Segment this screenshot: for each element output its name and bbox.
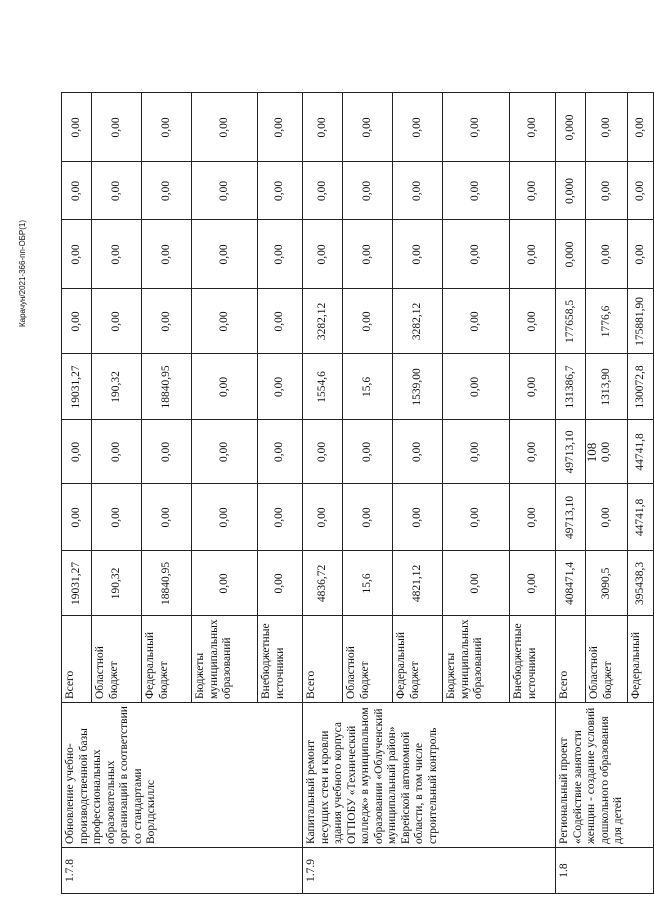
value-cell: 0,00 [258, 484, 303, 551]
value-cell: 0,00 [62, 220, 92, 289]
value-cell: 0,00 [586, 484, 628, 551]
value-cell: 49713,10 [556, 420, 586, 484]
value-cell: 0,00 [62, 93, 92, 162]
document-footer: Карачун/2021-366-пп-ОБР(1) [18, 219, 27, 327]
funding-source: Бюджеты муниципальных образований [443, 616, 510, 703]
value-cell: 0,00 [343, 420, 393, 484]
value-cell: 0,00 [62, 484, 92, 551]
value-cell: 15,6 [343, 551, 393, 616]
value-cell: 0,00 [142, 93, 192, 162]
value-cell: 0,00 [258, 289, 303, 354]
value-cell: 0,00 [343, 289, 393, 354]
item-name: Капитальный ремонт несущих стен и кровли здания учебного корпуса ОГПОБУ «Технический колледж» в муниципальном образовании «Облученский муниципальный район» Еврейской автономной области, в том числе строительный контроль [303, 703, 556, 848]
funding-source: Областной бюджет [92, 616, 142, 703]
funding-source: Федеральный бюджет [142, 616, 192, 703]
value-cell: 19031,27 [62, 354, 92, 420]
value-cell: 0,00 [628, 220, 654, 289]
value-cell: 190,32 [92, 354, 142, 420]
value-cell: 0,00 [628, 162, 654, 220]
value-cell: 0,00 [142, 162, 192, 220]
value-cell: 0,00 [142, 484, 192, 551]
value-cell: 0,00 [303, 420, 343, 484]
item-code: 1.7.9 [303, 848, 556, 894]
value-cell: 18840,95 [142, 354, 192, 420]
value-cell: 1554,6 [303, 354, 343, 420]
value-cell: 0,00 [62, 420, 92, 484]
value-cell: 18840,95 [142, 551, 192, 616]
value-cell: 0,00 [510, 354, 556, 420]
value-cell: 0,00 [142, 289, 192, 354]
value-cell: 0,00 [443, 220, 510, 289]
value-cell: 0,00 [62, 289, 92, 354]
value-cell: 3282,12 [393, 289, 443, 354]
value-cell: 0,00 [258, 162, 303, 220]
value-cell: 0,00 [192, 551, 258, 616]
value-cell: 1539,00 [393, 354, 443, 420]
value-cell: 0,00 [142, 220, 192, 289]
value-cell: 0,00 [62, 162, 92, 220]
value-cell: 0,00 [443, 289, 510, 354]
value-cell: 0,00 [258, 551, 303, 616]
value-cell: 4836,72 [303, 551, 343, 616]
value-cell: 0,00 [443, 484, 510, 551]
value-cell: 0,00 [192, 484, 258, 551]
value-cell: 0,00 [192, 354, 258, 420]
value-cell: 0,00 [258, 93, 303, 162]
value-cell: 0,00 [510, 162, 556, 220]
funding-source: Внебюджетные источники [510, 616, 556, 703]
value-cell: 0,000 [556, 220, 586, 289]
value-cell: 175881,90 [628, 289, 654, 354]
value-cell: 0,00 [192, 289, 258, 354]
value-cell: 0,00 [443, 420, 510, 484]
budget-table-body [62, 93, 654, 894]
value-cell: 0,00 [343, 220, 393, 289]
value-cell: 4821,12 [393, 551, 443, 616]
value-cell: 0,00 [343, 484, 393, 551]
value-cell: 0,00 [393, 162, 443, 220]
value-cell: 44741,8 [628, 484, 654, 551]
item-name: Региональный проект «Содействие занятости женщин - создание условий дошкольного образования для детей [556, 703, 654, 848]
value-cell: 408471,4 [556, 551, 586, 616]
value-cell: 0,000 [556, 93, 586, 162]
value-cell: 3090,5 [586, 551, 628, 616]
value-cell: 0,00 [510, 420, 556, 484]
value-cell: 49713,10 [556, 484, 586, 551]
value-cell: 1313,90 [586, 354, 628, 420]
value-cell: 0,00 [303, 162, 343, 220]
funding-source: Областной бюджет [343, 616, 393, 703]
value-cell: 0,00 [142, 420, 192, 484]
value-cell: 0,00 [343, 162, 393, 220]
page-number: 108 [584, 442, 599, 463]
value-cell: 0,00 [303, 484, 343, 551]
value-cell: 0,00 [92, 289, 142, 354]
funding-source: Всего [303, 616, 343, 703]
value-cell: 0,00 [443, 93, 510, 162]
item-code: 1.8 [556, 848, 654, 894]
value-cell: 177658,5 [556, 289, 586, 354]
value-cell: 131386,7 [556, 354, 586, 420]
item-name: Обновление учебно-производственной базы профессиональных образовательных организаций в соответствии со стандартами Ворлдскиллс [62, 703, 303, 848]
value-cell: 0,00 [443, 354, 510, 420]
item-code: 1.7.8 [62, 848, 303, 894]
funding-source: Федеральный [628, 616, 654, 703]
funding-source: Областной бюджет [586, 616, 628, 703]
value-cell: 0,00 [586, 93, 628, 162]
value-cell: 190,32 [92, 551, 142, 616]
value-cell: 0,00 [393, 93, 443, 162]
value-cell: 3282,12 [303, 289, 343, 354]
value-cell: 0,00 [443, 162, 510, 220]
funding-source: Бюджеты муниципальных образований [192, 616, 258, 703]
value-cell: 0,00 [258, 220, 303, 289]
value-cell: 0,00 [303, 220, 343, 289]
value-cell: 0,00 [258, 354, 303, 420]
value-cell: 0,00 [393, 220, 443, 289]
value-cell: 0,00 [393, 484, 443, 551]
value-cell: 0,00 [192, 420, 258, 484]
value-cell: 395438,3 [628, 551, 654, 616]
value-cell: 44741,8 [628, 420, 654, 484]
value-cell: 0,00 [92, 93, 142, 162]
value-cell: 0,00 [510, 289, 556, 354]
value-cell: 0,00 [510, 551, 556, 616]
value-cell: 0,00 [92, 220, 142, 289]
value-cell: 0,00 [510, 484, 556, 551]
value-cell: 19031,27 [62, 551, 92, 616]
value-cell: 0,00 [92, 162, 142, 220]
value-cell: 0,00 [92, 484, 142, 551]
value-cell: 1776,6 [586, 289, 628, 354]
value-cell: 0,00 [510, 93, 556, 162]
value-cell: 0,00 [192, 93, 258, 162]
value-cell: 0,00 [628, 93, 654, 162]
value-cell: 0,00 [586, 220, 628, 289]
table-row [556, 93, 586, 894]
funding-source: Всего [62, 616, 92, 703]
value-cell: 0,00 [343, 93, 393, 162]
budget-table [61, 92, 654, 894]
value-cell: 0,00 [92, 420, 142, 484]
value-cell: 0,00 [393, 420, 443, 484]
value-cell: 0,000 [556, 162, 586, 220]
funding-source: Всего [556, 616, 586, 703]
value-cell: 0,00 [510, 220, 556, 289]
value-cell: 130072,8 [628, 354, 654, 420]
value-cell: 15,6 [343, 354, 393, 420]
funding-source: Федеральный бюджет [393, 616, 443, 703]
value-cell: 0,00 [303, 93, 343, 162]
value-cell: 0,00 [586, 162, 628, 220]
value-cell: 0,00 [192, 220, 258, 289]
table-row [62, 93, 92, 894]
value-cell: 0,00 [258, 420, 303, 484]
value-cell: 0,00 [443, 551, 510, 616]
funding-source: Внебюджетные источники [258, 616, 303, 703]
table-row [303, 93, 343, 894]
value-cell: 0,00 [586, 420, 628, 484]
value-cell: 0,00 [192, 162, 258, 220]
